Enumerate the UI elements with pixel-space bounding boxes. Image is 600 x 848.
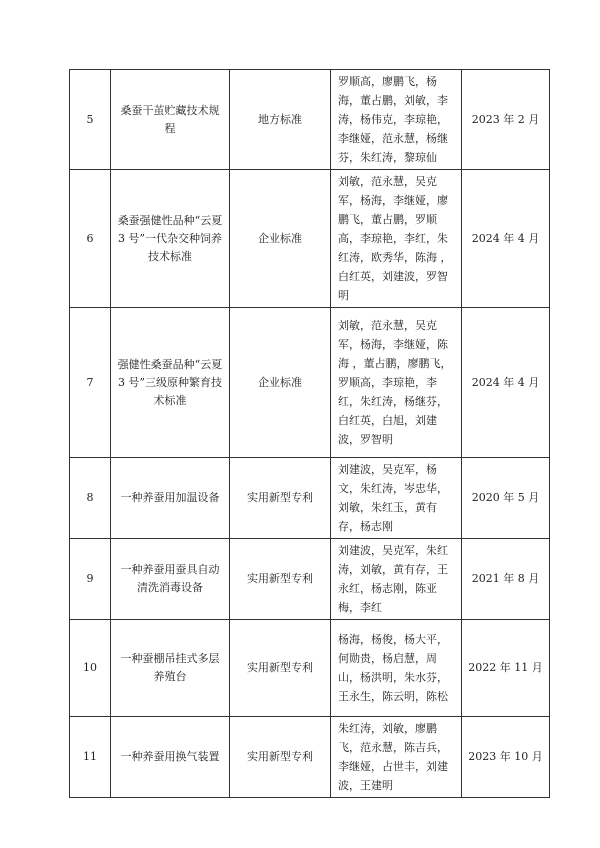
contributors: 杨海，杨俊，杨大平，何勋贵，杨启慧，周山，杨洪明，朱水芬，王永生，陈云明，陈松: [331, 620, 462, 717]
achievement-name: 桑蚕强健性品种“云夏 3 号”一代杂交种饲养技术标准: [111, 170, 230, 308]
table-row: [70, 308, 550, 458]
row-number: 7: [70, 308, 111, 458]
achievement-type: 实用新型专利: [230, 620, 331, 717]
achievement-name: 一种蚕棚吊挂式多层养殖台: [111, 620, 230, 717]
achievement-name: 一种养蚕用换气装置: [111, 717, 230, 798]
achievements-table: [69, 69, 550, 798]
row-number: 5: [70, 70, 111, 170]
row-number: 11: [70, 717, 111, 798]
achievement-name: 一种养蚕用蚕具自动清洗消毒设备: [111, 539, 230, 620]
contributors: 刘建波，吴克军，杨文，朱红涛，岑忠华，刘敏，朱红玉，黄有存，杨志刚: [331, 458, 462, 539]
row-number: 9: [70, 539, 111, 620]
contributors: 刘敏，范永慧，吴克军，杨海，李继娅，陈海 ，董占鹏，廖鹏飞，罗顺高，李琼艳，李红，朱红涛，杨继芬，白红英，白旭，刘建波，罗智明: [331, 308, 462, 458]
achievement-date: 2020 年 5 月: [462, 458, 550, 539]
achievement-type: 实用新型专利: [230, 717, 331, 798]
table-row: [70, 717, 550, 798]
achievement-type: 实用新型专利: [230, 458, 331, 539]
achievement-date: 2023 年 10 月: [462, 717, 550, 798]
achievement-date: 2023 年 2 月: [462, 70, 550, 170]
table-body: [70, 70, 550, 798]
table-row: [70, 170, 550, 308]
achievement-type: 地方标准: [230, 70, 331, 170]
achievement-date: 2021 年 8 月: [462, 539, 550, 620]
achievement-date: 2024 年 4 月: [462, 170, 550, 308]
contributors: 刘建波，吴克军，朱红涛，刘敏，黄有存，王永红，杨志刚，陈亚梅，李红: [331, 539, 462, 620]
table-row: [70, 70, 550, 170]
contributors: 罗顺高，廖鹏飞，杨海，董占鹏，刘敏，李涛，杨伟克，李琼艳，李继娅，范永慧，杨继芬，朱红涛，黎琼仙: [331, 70, 462, 170]
row-number: 8: [70, 458, 111, 539]
contributors: 朱红涛，刘敏，廖鹏飞，范永慧，陈吉兵，李继娅，占世丰，刘建波，王建明: [331, 717, 462, 798]
table-row: [70, 458, 550, 539]
row-number: 6: [70, 170, 111, 308]
achievement-type: 实用新型专利: [230, 539, 331, 620]
achievement-date: 2024 年 4 月: [462, 308, 550, 458]
achievement-type: 企业标准: [230, 170, 331, 308]
achievement-type: 企业标准: [230, 308, 331, 458]
contributors: 刘敏，范永慧，吴克军，杨海，李继娅，廖鹏飞，董占鹏，罗顺高，李琼艳，李红，朱红涛，欧秀华，陈海 ，白红英，刘建波，罗智明: [331, 170, 462, 308]
achievement-name: 一种养蚕用加温设备: [111, 458, 230, 539]
row-number: 10: [70, 620, 111, 717]
table-row: [70, 539, 550, 620]
achievement-name: 强健性桑蚕品种“云夏 3 号”三级原种繁育技术标准: [111, 308, 230, 458]
achievement-name: 桑蚕干茧贮藏技术规程: [111, 70, 230, 170]
table-row: [70, 620, 550, 717]
achievement-date: 2022 年 11 月: [462, 620, 550, 717]
